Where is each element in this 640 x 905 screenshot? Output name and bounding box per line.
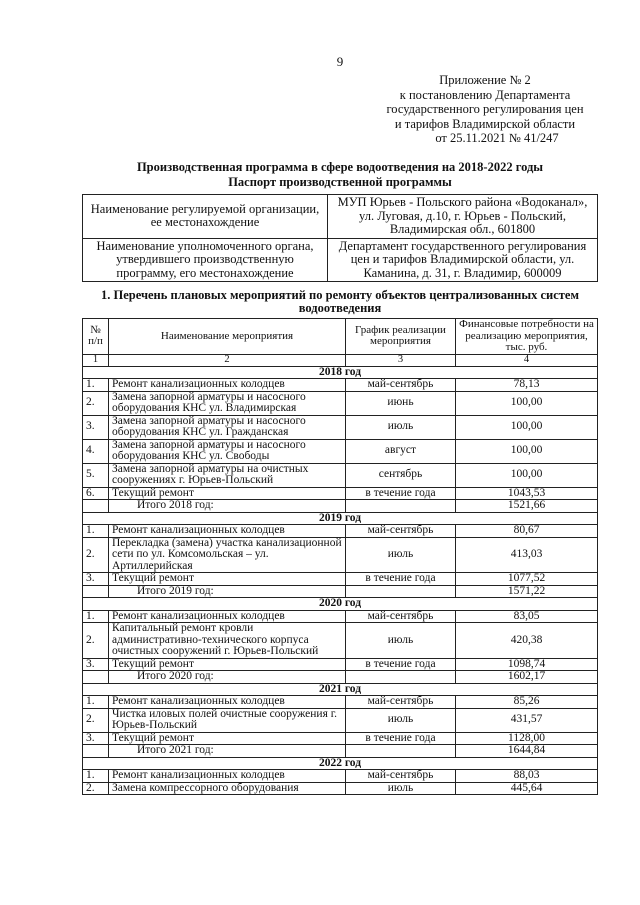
column-number: 4 (456, 354, 598, 366)
total-label: Итого 2018 год: (109, 500, 346, 513)
year-label: 2022 год (83, 757, 598, 770)
row-schedule: июль (346, 537, 456, 573)
row-schedule: июль (346, 708, 456, 732)
row-schedule: август (346, 439, 456, 463)
row-amount: 1128,00 (456, 732, 598, 745)
row-schedule: май-сентябрь (346, 770, 456, 783)
row-amount: 100,00 (456, 439, 598, 463)
total-amount: 1571,22 (456, 585, 598, 598)
row-schedule: май-сентябрь (346, 525, 456, 538)
year-row (83, 757, 598, 770)
table-row (83, 487, 598, 500)
row-amount: 100,00 (456, 415, 598, 439)
row-name: Чистка иловых полей очистные сооружения г. Юрьев-Польский (109, 708, 346, 732)
row-amount: 1098,74 (456, 658, 598, 671)
table-row (83, 537, 598, 573)
year-label: 2018 год (83, 366, 598, 379)
row-schedule: в течение года (346, 658, 456, 671)
table-header-row (83, 319, 598, 355)
row-amount: 1043,53 (456, 487, 598, 500)
row-number: 1. (83, 379, 109, 392)
table-row (83, 439, 598, 463)
row-name: Замена запорной арматуры и насосного оборудования КНС ул. Свободы (109, 439, 346, 463)
row-amount: 1077,52 (456, 573, 598, 586)
table-row (83, 623, 598, 659)
row-name: Текущий ремонт (109, 573, 346, 586)
row-number: 3. (83, 573, 109, 586)
column-number: 1 (83, 354, 109, 366)
passport-value: Департамент государственного регулирования цен и тарифов Владимирской области, ул. Каманина, д. 31, г. Владимир, 600009 (328, 238, 598, 282)
row-name: Ремонт канализационных колодцев (109, 696, 346, 709)
row-name: Текущий ремонт (109, 487, 346, 500)
section-title: 1. Перечень плановых мероприятий по ремонту объектов централизованных систем водоотведения (101, 288, 579, 315)
document-title (82, 160, 598, 190)
table-row (83, 696, 598, 709)
total-schedule (346, 500, 456, 513)
row-schedule: июль (346, 415, 456, 439)
total-row (83, 745, 598, 758)
row-amount: 78,13 (456, 379, 598, 392)
row-number: 1. (83, 610, 109, 623)
row-name: Замена запорной арматуры и насосного оборудования КНС ул. Гражданская (109, 415, 346, 439)
appendix-date: от 25.11.2021 № 41/247 (435, 131, 559, 145)
header-schedule: График реализации мероприятия (346, 319, 456, 355)
title-line: Производственная программа в сфере водоотведения на 2018-2022 годы (136, 160, 544, 174)
table-row (83, 782, 598, 795)
total-label: Итого 2019 год: (109, 585, 346, 598)
passport-row (83, 195, 598, 239)
table-row (83, 573, 598, 586)
year-label: 2020 год (83, 598, 598, 611)
row-number: 2. (83, 708, 109, 732)
row-number: 3. (83, 732, 109, 745)
appendix-line: Приложение № 2 (439, 73, 531, 87)
row-name: Ремонт канализационных колодцев (109, 770, 346, 783)
total-row (83, 671, 598, 684)
column-number: 2 (109, 354, 346, 366)
total-schedule (346, 671, 456, 684)
row-amount: 100,00 (456, 463, 598, 487)
header-amount: Финансовые потребности на реализацию мероприятия, тыс. руб. (456, 319, 598, 355)
row-number: 2. (83, 391, 109, 415)
row-number: 3. (83, 658, 109, 671)
row-schedule: в течение года (346, 573, 456, 586)
row-name: Текущий ремонт (109, 658, 346, 671)
row-schedule: сентябрь (346, 463, 456, 487)
appendix-line: государственного регулирования цен (386, 102, 584, 116)
header-name: Наименование мероприятия (109, 319, 346, 355)
year-label: 2021 год (83, 683, 598, 696)
appendix-header (380, 73, 590, 146)
total-schedule (346, 585, 456, 598)
row-amount: 431,57 (456, 708, 598, 732)
year-row (83, 683, 598, 696)
row-amount: 83,05 (456, 610, 598, 623)
row-number: 1. (83, 770, 109, 783)
row-schedule: июль (346, 782, 456, 795)
table-row (83, 610, 598, 623)
row-schedule: июнь (346, 391, 456, 415)
total-row (83, 585, 598, 598)
row-schedule: май-сентябрь (346, 610, 456, 623)
row-number: 4. (83, 439, 109, 463)
total-number (83, 500, 109, 513)
row-number: 2. (83, 782, 109, 795)
total-number (83, 585, 109, 598)
row-amount: 80,67 (456, 525, 598, 538)
table-row (83, 379, 598, 392)
row-number: 6. (83, 487, 109, 500)
row-number: 5. (83, 463, 109, 487)
table-row (83, 463, 598, 487)
total-number (83, 745, 109, 758)
passport-table (82, 194, 598, 282)
row-number: 2. (83, 623, 109, 659)
table-row (83, 770, 598, 783)
row-number: 1. (83, 525, 109, 538)
row-name: Текущий ремонт (109, 732, 346, 745)
table-row (83, 525, 598, 538)
row-schedule: июль (346, 623, 456, 659)
column-number-row (83, 354, 598, 366)
total-label: Итого 2021 год: (109, 745, 346, 758)
year-row (83, 366, 598, 379)
table-row (83, 708, 598, 732)
header-number: № п/п (83, 319, 109, 355)
row-name: Перекладка (замена) участка канализационной сети по ул. Комсомольская – ул. Артиллерийская (109, 537, 346, 573)
table-row (83, 415, 598, 439)
subtitle-line: Паспорт производственной программы (228, 175, 452, 189)
row-amount: 445,64 (456, 782, 598, 795)
row-name: Замена запорной арматуры и насосного оборудования КНС ул. Владимирская (109, 391, 346, 415)
passport-label: Наименование регулируемой организации, ее местонахождение (83, 195, 328, 239)
row-amount: 88,03 (456, 770, 598, 783)
passport-row (83, 238, 598, 282)
row-schedule: май-сентябрь (346, 379, 456, 392)
table-row (83, 658, 598, 671)
total-amount: 1644,84 (456, 745, 598, 758)
appendix-line: к постановлению Департамента (399, 87, 571, 102)
row-number: 1. (83, 696, 109, 709)
row-name: Ремонт канализационных колодцев (109, 379, 346, 392)
row-name: Ремонт канализационных колодцев (109, 610, 346, 623)
column-number: 3 (346, 354, 456, 366)
row-schedule: в течение года (346, 487, 456, 500)
measures-table (82, 318, 598, 795)
year-row (83, 512, 598, 525)
row-number: 3. (83, 415, 109, 439)
row-schedule: в течение года (346, 732, 456, 745)
passport-label: Наименование уполномоченного органа, утвердившего производственную программу, его местонахождение (83, 238, 328, 282)
row-name: Замена запорной арматуры на очистных сооружениях г. Юрьев-Польский (109, 463, 346, 487)
total-amount: 1521,66 (456, 500, 598, 513)
total-amount: 1602,17 (456, 671, 598, 684)
row-amount: 420,38 (456, 623, 598, 659)
page-number: 9 (336, 54, 344, 69)
total-number (83, 671, 109, 684)
row-schedule: май-сентябрь (346, 696, 456, 709)
total-row (83, 500, 598, 513)
total-label: Итого 2020 год: (109, 671, 346, 684)
row-name: Замена компрессорного оборудования (109, 782, 346, 795)
total-schedule (346, 745, 456, 758)
row-amount: 85,26 (456, 696, 598, 709)
row-amount: 413,03 (456, 537, 598, 573)
year-row (83, 598, 598, 611)
row-name: Капитальный ремонт кровли административно-технического корпуса очистных сооружений г. Юрьев-Польский (109, 623, 346, 659)
table-row (83, 732, 598, 745)
row-number: 2. (83, 537, 109, 573)
table-row (83, 391, 598, 415)
row-name: Ремонт канализационных колодцев (109, 525, 346, 538)
appendix-line: и тарифов Владимирской области (394, 116, 576, 131)
passport-value: МУП Юрьев - Польского района «Водоканал», ул. Луговая, д.10, г. Юрьев - Польский, Владимирская обл., 601800 (328, 195, 598, 239)
year-label: 2019 год (83, 512, 598, 525)
row-amount: 100,00 (456, 391, 598, 415)
